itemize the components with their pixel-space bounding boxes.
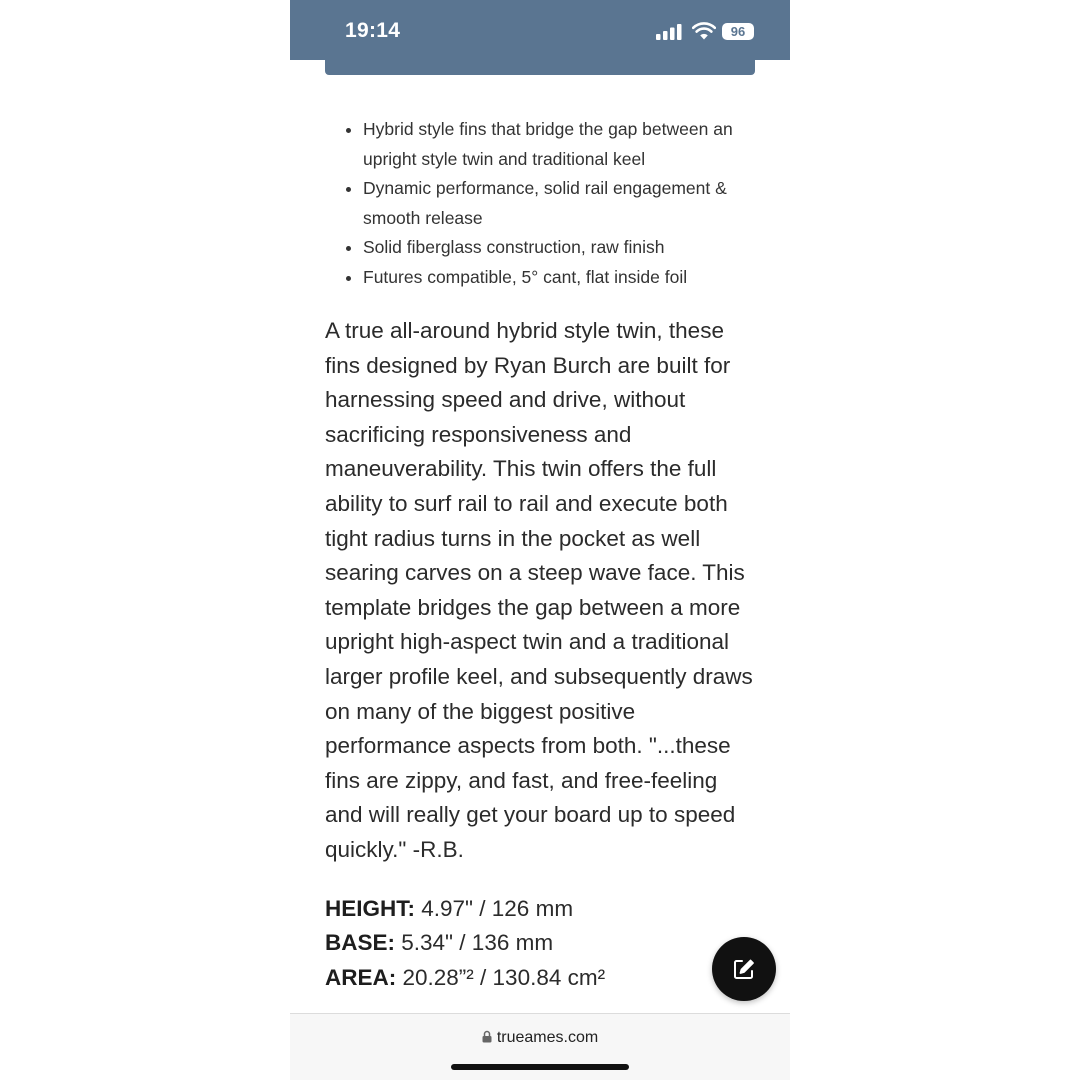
battery-icon bbox=[722, 23, 754, 40]
home-indicator[interactable] bbox=[451, 1064, 629, 1070]
spec-height bbox=[325, 892, 755, 927]
signal-icon bbox=[656, 24, 684, 40]
feature-list bbox=[325, 115, 755, 292]
feature-item: • Dynamic performance, solid rail engagement & smooth release bbox=[363, 174, 755, 233]
spec-area-label: AREA: bbox=[325, 964, 397, 990]
status-bar bbox=[290, 0, 790, 60]
edit-button[interactable] bbox=[712, 937, 776, 1001]
product-details bbox=[325, 115, 755, 995]
browser-address-bar[interactable] bbox=[290, 1013, 790, 1080]
header-banner-edge bbox=[325, 58, 755, 75]
spec-height-value: 4.97" / 126 mm bbox=[415, 895, 574, 921]
feature-item: • Solid fiberglass construction, raw finish bbox=[363, 233, 755, 263]
spec-height-label: HEIGHT: bbox=[325, 895, 415, 921]
status-time: 19:14 bbox=[345, 19, 401, 42]
spec-list bbox=[325, 892, 755, 996]
url-text: trueames.com bbox=[496, 1029, 599, 1046]
spec-base-label: BASE: bbox=[325, 930, 396, 956]
spec-base-value: 5.34" / 136 mm bbox=[395, 930, 554, 956]
feature-item: • Futures compatible, 5° cant, flat inside foil bbox=[363, 263, 755, 293]
spec-base bbox=[325, 926, 755, 961]
spec-area bbox=[325, 961, 755, 996]
edit-icon bbox=[733, 958, 755, 980]
product-description: A true all-around hybrid style twin, these fins designed by Ryan Burch are built for harnessing speed and drive, without sacrificing responsiveness and maneuverability. This twin offers the full ability to surf rail to rail and execute both tight radius turns in the pocket as well searing carves on a steep wave face. This template bridges the gap between a more upright high-aspect twin and a traditional larger profile keel, and subsequently draws on many of the biggest positive performance aspects from both. "...these fins are zippy, and fast, and free-feeling and will really get your board up to speed quickly." -R.B. bbox=[325, 318, 753, 862]
url-display[interactable] bbox=[290, 1029, 790, 1047]
spec-area-value: 20.28”² / 130.84 cm² bbox=[396, 964, 606, 990]
wifi-icon bbox=[692, 22, 716, 40]
lock-icon bbox=[482, 1030, 492, 1043]
battery-level: 96 bbox=[730, 24, 746, 39]
feature-item: • Hybrid style fins that bridge the gap between an upright style twin and traditional keel bbox=[363, 115, 755, 174]
phone-screen bbox=[290, 0, 790, 1080]
